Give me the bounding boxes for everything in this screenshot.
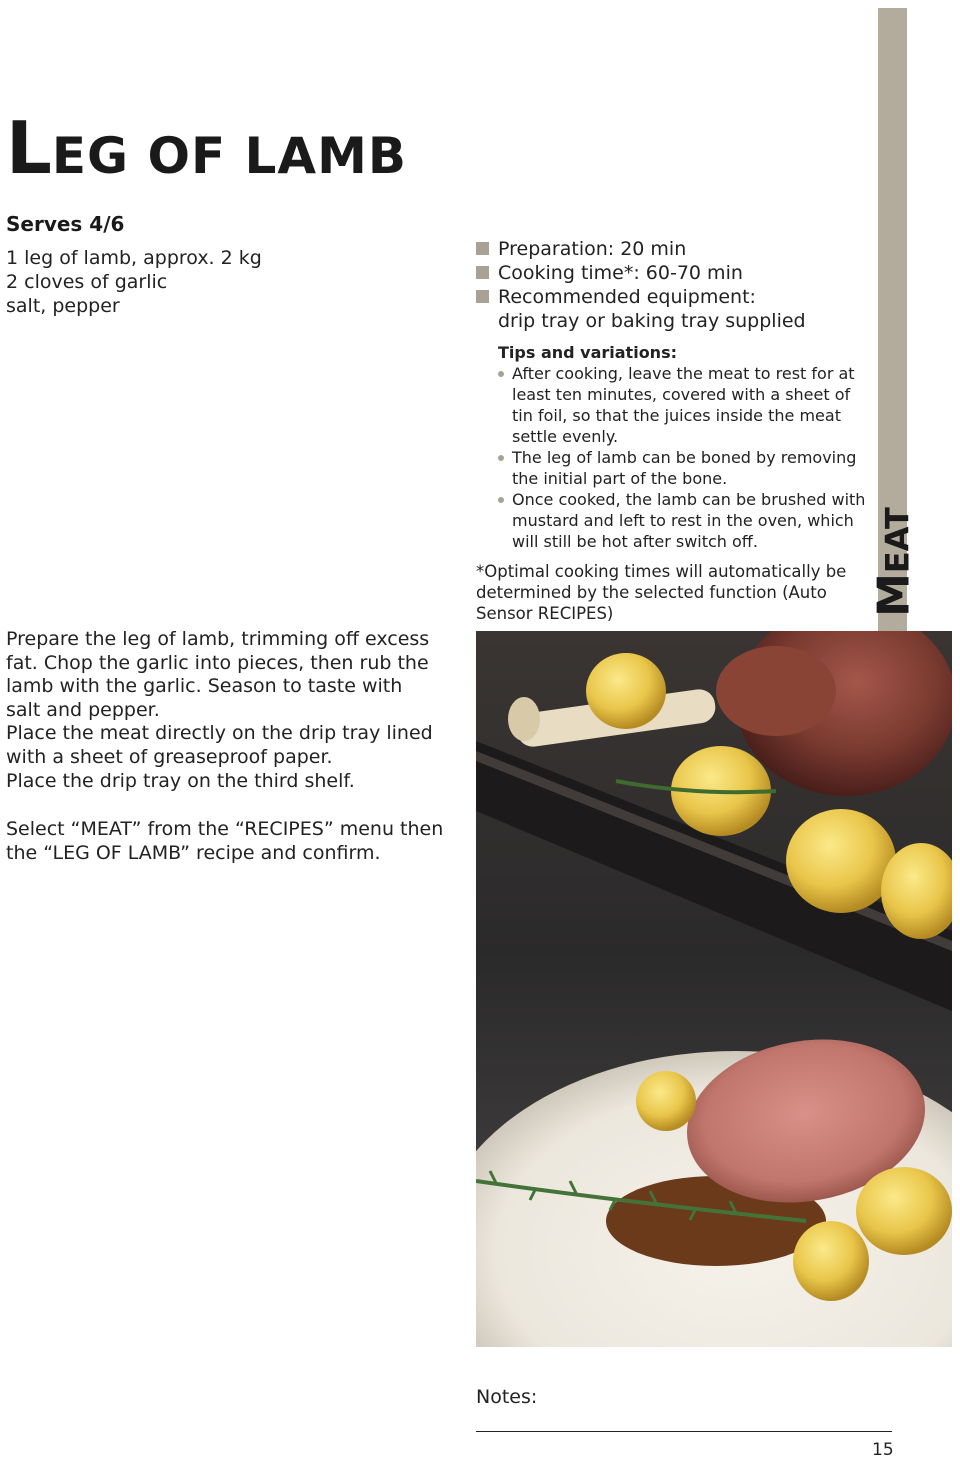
info-cooking-time xyxy=(476,261,806,285)
method-text xyxy=(6,628,438,793)
tip-item xyxy=(498,447,868,489)
page-title xyxy=(6,108,407,196)
recipe-info xyxy=(476,237,806,333)
square-bullet-icon xyxy=(476,290,489,303)
dot-bullet-icon xyxy=(498,371,504,377)
serves-label: Serves 4/6 xyxy=(6,212,125,236)
select-instruction: Select “MEAT” from the “RECIPES” menu then the “LEG OF LAMB” recipe and confirm. xyxy=(6,818,444,864)
cooking-time-text: Cooking time*: 60-70 min xyxy=(498,262,743,284)
food-photo xyxy=(476,631,952,1347)
square-bullet-icon xyxy=(476,242,489,255)
page-number: 15 xyxy=(872,1440,894,1460)
method-step: Prepare the leg of lamb, trimming off excess fat. Chop the garlic into pieces, then rub the lamb with the garlic. Season to taste with salt and pepper. xyxy=(6,628,430,721)
method-step: Place the meat directly on the drip tray lined with a sheet of greaseproof paper. xyxy=(6,722,433,768)
section-tab xyxy=(859,500,929,624)
ingredient-item: 2 cloves of garlic xyxy=(6,271,168,293)
ingredient-item: 1 leg of lamb, approx. 2 kg xyxy=(6,247,262,269)
info-preparation xyxy=(476,237,806,261)
tips-section xyxy=(498,342,868,552)
section-initial: M xyxy=(868,573,920,617)
method-step: Place the drip tray on the third shelf. xyxy=(6,769,355,792)
title-initial: L xyxy=(6,106,52,190)
dot-bullet-icon xyxy=(498,455,504,461)
notes-line xyxy=(476,1431,892,1432)
ingredients-list xyxy=(6,246,262,318)
notes-label: Notes: xyxy=(476,1386,538,1408)
title-rest: EG OF LAMB xyxy=(51,127,407,185)
optimal-times-note: *Optimal cooking times will automatically be determined by the selected function (Auto Sensor RECIPES) xyxy=(476,562,847,623)
preparation-text: Preparation: 20 min xyxy=(498,238,687,260)
dot-bullet-icon xyxy=(498,497,504,503)
tip-text: The leg of lamb can be boned by removing the initial part of the bone. xyxy=(512,448,857,488)
section-tab-label xyxy=(869,507,920,617)
section-rest: EAT xyxy=(878,507,917,574)
tips-heading: Tips and variations: xyxy=(498,343,677,362)
tip-item xyxy=(498,489,868,552)
ingredient-item: salt, pepper xyxy=(6,295,120,317)
equipment-label: Recommended equipment: xyxy=(498,286,756,308)
tip-text: After cooking, leave the meat to rest for at least ten minutes, covered with a sheet of tin foil, so that the juices inside the meat settle evenly. xyxy=(512,364,855,446)
tip-item xyxy=(498,363,868,447)
tip-text: Once cooked, the lamb can be brushed with mustard and left to rest in the oven, which will still be hot after switch off. xyxy=(512,490,866,551)
square-bullet-icon xyxy=(476,266,489,279)
equipment-value: drip tray or baking tray supplied xyxy=(498,310,806,332)
info-equipment xyxy=(476,285,806,309)
